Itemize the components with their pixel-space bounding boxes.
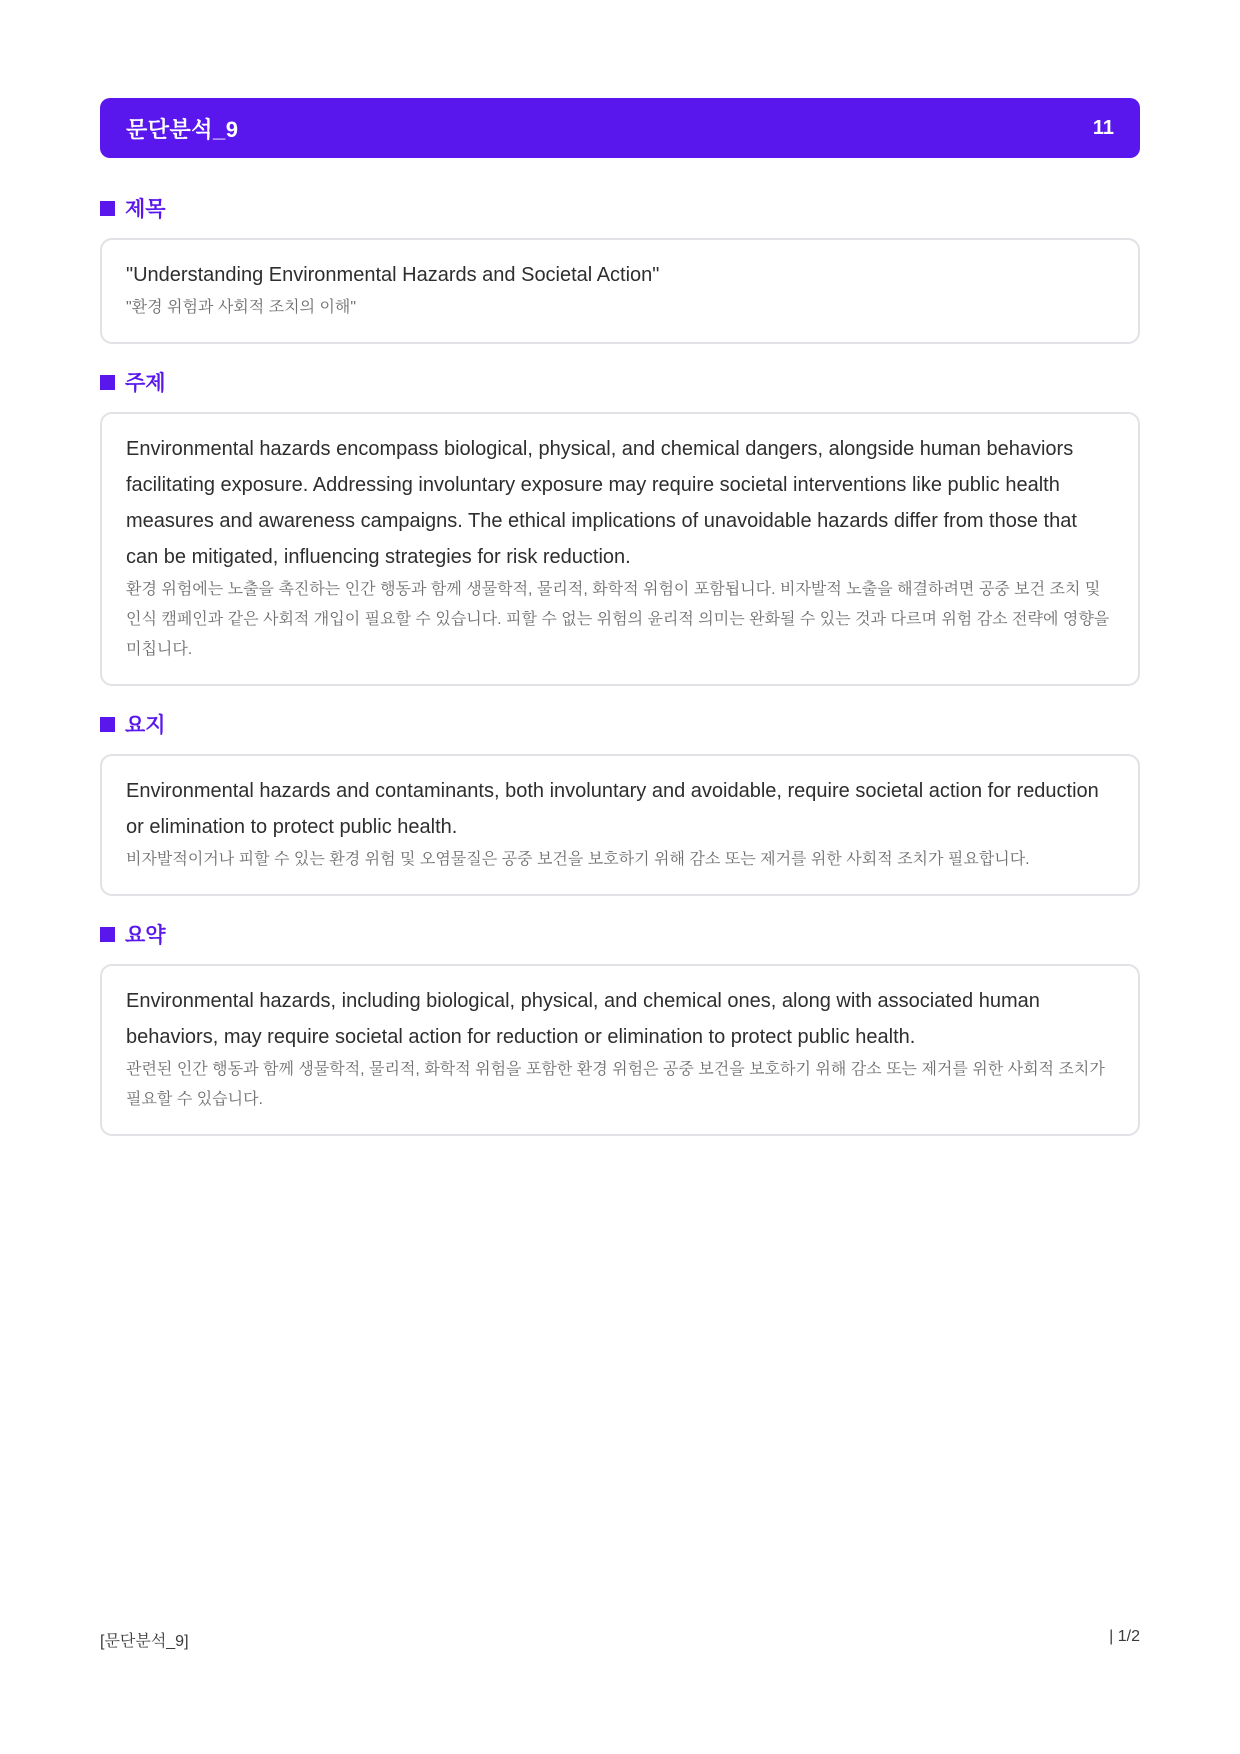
topic-english-text: Environmental hazards encompass biological, physical, and chemical dangers, alongside human behaviors facilitating exposure. Addressing involuntary exposure may require societal interventions like public health measures and awareness campaigns. The ethical implications of unavoidable hazards differ from those that can be mitigated, influencing strategies for risk reduction. xyxy=(126,438,1077,568)
title-english-text: "Understanding Environmental Hazards and Societal Action" xyxy=(126,264,660,286)
page-content xyxy=(100,0,1140,1136)
square-bullet-icon xyxy=(100,201,115,216)
page-footer xyxy=(100,1628,1140,1651)
section-label: 주제 xyxy=(125,372,166,395)
section-heading-title xyxy=(100,194,1140,222)
footer-page-indicator: | 1/2 xyxy=(1109,1628,1140,1645)
section-label: 제목 xyxy=(125,198,166,221)
title-korean-text: "환경 위험과 사회적 조치의 이해" xyxy=(126,299,357,316)
section-box-summary xyxy=(100,964,1140,1136)
section-box-topic xyxy=(100,412,1140,686)
section-box-title xyxy=(100,238,1140,344)
section-heading-topic xyxy=(100,368,1140,396)
gist-korean-text: 비자발적이거나 피할 수 있는 환경 위험 및 오염물질은 공중 보건을 보호하기 위해 감소 또는 제거를 위한 사회적 조치가 필요합니다. xyxy=(126,851,1030,868)
summary-korean-text: 관련된 인간 행동과 함께 생물학적, 물리적, 화학적 위험을 포함한 환경 위험은 공중 보건을 보호하기 위해 감소 또는 제거를 위한 사회적 조치가 필요할 수 있습니다. xyxy=(126,1061,1105,1108)
section-heading-gist xyxy=(100,710,1140,738)
section-heading-summary xyxy=(100,920,1140,948)
square-bullet-icon xyxy=(100,927,115,942)
square-bullet-icon xyxy=(100,717,115,732)
topic-korean-text: 환경 위험에는 노출을 촉진하는 인간 행동과 함께 생물학적, 물리적, 화학적 위험이 포함됩니다. 비자발적 노출을 해결하려면 공중 보건 조치 및 인식 캠페인과 같은 사회적 개입이 필요할 수 있습니다. 피할 수 없는 위험의 윤리적 의미는 완화될 수 있는 것과 다르며 위험 감소 전략에 영향을 미칩니다. xyxy=(126,581,1110,658)
summary-english-text: Environmental hazards, including biological, physical, and chemical ones, along with associated human behaviors, may require societal action for reduction or elimination to protect public health. xyxy=(126,990,1040,1048)
square-bullet-icon xyxy=(100,375,115,390)
document-title-bar xyxy=(100,98,1140,158)
document-title: 문단분석_9 xyxy=(126,116,239,142)
page-number-badge: 11 xyxy=(1092,116,1114,139)
footer-document-label: [문단분석_9] xyxy=(100,1633,189,1650)
gist-english-text: Environmental hazards and contaminants, both involuntary and avoidable, require societal action for reduction or elimination to protect public health. xyxy=(126,780,1099,838)
section-box-gist xyxy=(100,754,1140,896)
section-label: 요약 xyxy=(125,924,166,947)
section-label: 요지 xyxy=(125,714,166,737)
